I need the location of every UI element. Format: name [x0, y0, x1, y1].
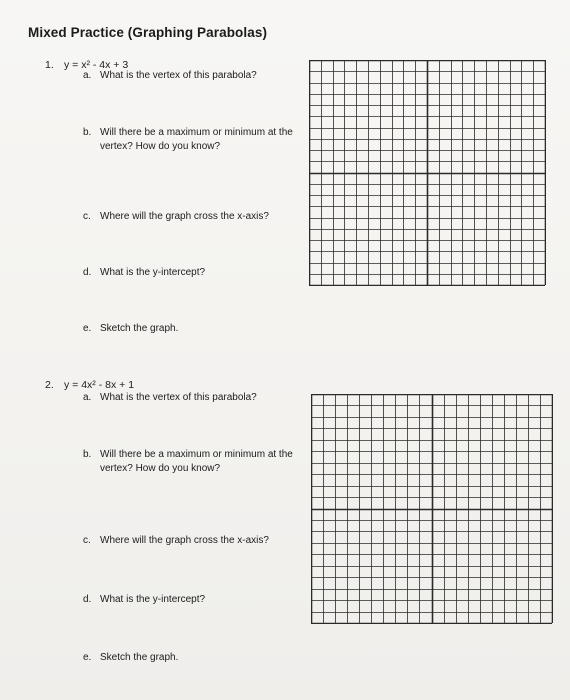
question-item — [83, 69, 320, 83]
question-item — [83, 448, 300, 476]
question-item — [83, 210, 320, 224]
question-letter: d. — [83, 594, 92, 605]
question-item — [83, 126, 300, 154]
question-item — [83, 534, 320, 548]
graph-grid — [309, 60, 546, 286]
question-text: Will there be a maximum or minimum at the vertex? How do you know? — [100, 127, 293, 152]
question-letter: a. — [83, 392, 92, 403]
problem-equation: y = 4x² - 8x + 1 — [64, 379, 135, 391]
question-letter: d. — [83, 267, 92, 278]
question-text: Will there be a maximum or minimum at the vertex? How do you know? — [100, 449, 293, 474]
question-text: What is the vertex of this parabola? — [100, 392, 257, 403]
question-text: Sketch the graph. — [100, 652, 179, 663]
question-item — [83, 651, 320, 665]
question-text: Where will the graph cross the x-axis? — [100, 535, 269, 546]
question-letter: b. — [83, 127, 92, 138]
question-item — [83, 322, 320, 336]
coordinate-grid — [309, 60, 546, 286]
question-text: What is the y-intercept? — [100, 594, 206, 605]
question-text: What is the vertex of this parabola? — [100, 70, 257, 81]
coordinate-grid — [311, 394, 553, 624]
question-letter: c. — [83, 211, 91, 222]
page-title: Mixed Practice (Graphing Parabolas) — [28, 25, 268, 40]
problem-number: 2. — [45, 379, 54, 391]
question-text: Where will the graph cross the x-axis? — [100, 211, 269, 222]
question-text: Sketch the graph. — [100, 323, 179, 334]
graph-grid — [311, 394, 553, 624]
problem-equation: y = x² - 4x + 3 — [64, 59, 129, 71]
question-text: What is the y-intercept? — [100, 267, 206, 278]
question-item — [83, 593, 320, 607]
question-item — [83, 391, 320, 405]
question-letter: e. — [83, 652, 92, 663]
question-letter: b. — [83, 449, 92, 460]
question-letter: a. — [83, 70, 92, 81]
question-letter: e. — [83, 323, 92, 334]
problem-number: 1. — [45, 59, 54, 71]
question-item — [83, 266, 320, 280]
question-letter: c. — [83, 535, 91, 546]
